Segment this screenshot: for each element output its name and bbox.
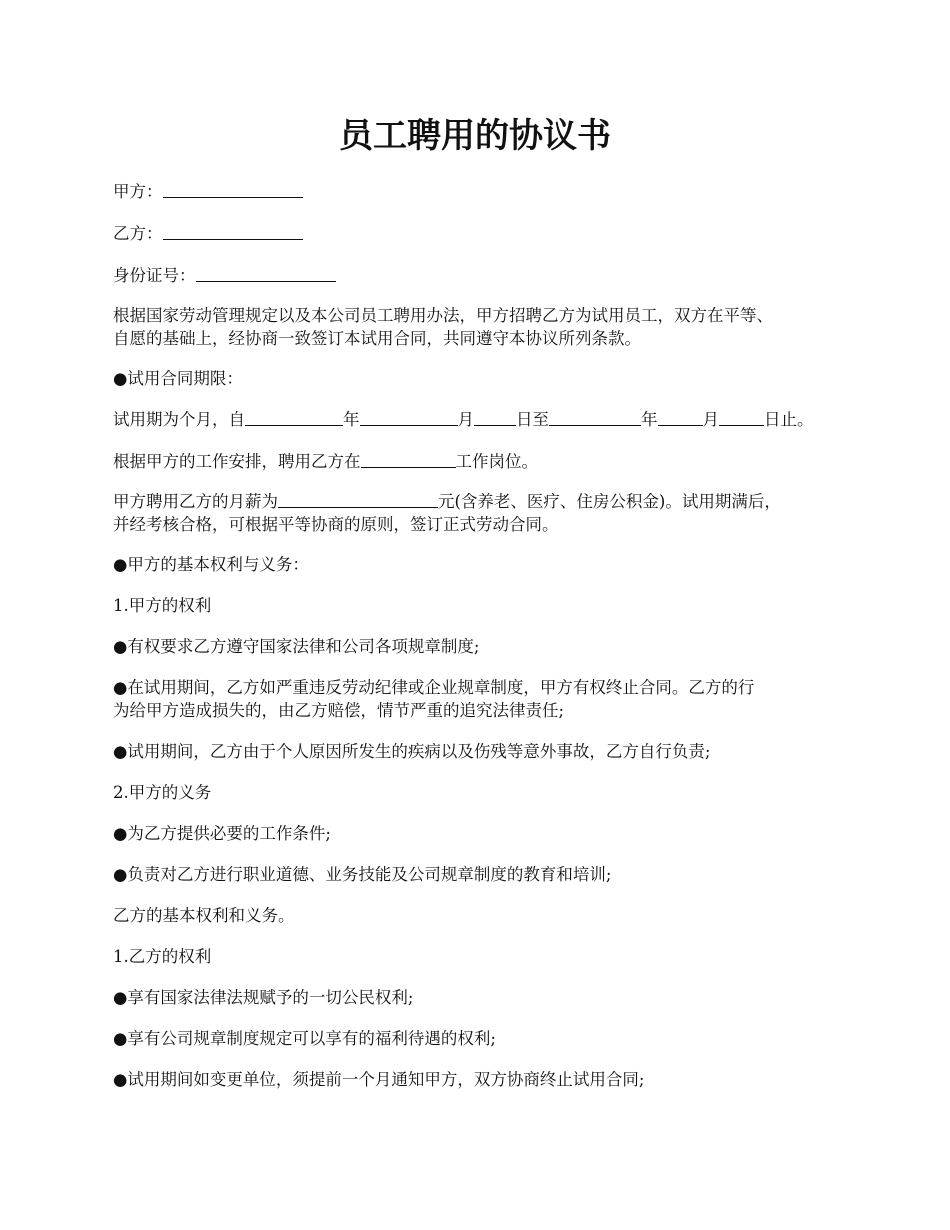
end-day-blank [719,409,764,426]
day-end-text: 日止。 [764,410,814,429]
job-post-line [113,450,873,473]
document-title: 员工聘用的协议书 [339,116,611,156]
id-number-line [113,264,873,287]
section-party-b: 乙方的基本权利和义务。 [113,906,295,925]
party-a-rights-title: 1.甲方的权利 [113,596,212,615]
party-a-line [113,180,873,203]
year-text: 年 [343,410,360,429]
year-text-2: 年 [641,410,658,429]
salary-text-before: 甲方聘用乙方的月薪为 [113,492,278,511]
party-b-label: 乙方： [113,224,163,243]
party-a-duties-title: 2.甲方的义务 [113,783,212,802]
post-text-before: 根据甲方的工作安排，聘用乙方在 [113,452,361,471]
day-to-text: 日至 [516,410,549,429]
post-blank [361,451,456,468]
party-a-blank [163,181,303,198]
party-b-rights-title: 1.乙方的权利 [113,947,212,966]
party-b-right-3: ●试用期间如变更单位，须提前一个月通知甲方，双方协商终止试用合同; [113,1070,645,1089]
start-day-blank [474,409,516,426]
party-a-right-2-line-2: 为给甲方造成损失的，由乙方赔偿，情节严重的追究法律责任; [113,701,565,720]
trial-term-dates [113,408,873,431]
party-b-line [113,222,873,245]
salary-line-2: 并经考核合格，可根据平等协商的原则，签订正式劳动合同。 [113,515,559,534]
start-month-blank [360,409,458,426]
month-text-2: 月 [702,410,719,429]
party-b-blank [163,223,303,240]
salary-line-1 [113,490,873,513]
month-text: 月 [457,410,474,429]
id-number-label: 身份证号： [113,266,196,285]
intro-line-2: 自愿的基础上，经协商一致签订本试用合同，共同遵守本协议所列条款。 [113,329,641,348]
end-month-blank [658,409,703,426]
salary-blank [278,491,438,508]
party-a-duty-1: ●为乙方提供必要的工作条件; [113,824,331,843]
end-year-blank [549,409,641,426]
party-a-right-3: ●试用期间，乙方由于个人原因所发生的疾病以及伤残等意外事故，乙方自行负责; [113,742,711,761]
post-text-after: 工作岗位。 [455,452,538,471]
section-trial-term: ●试用合同期限： [113,369,243,388]
start-year-blank [245,409,343,426]
trial-term-text: 试用期为个月，自 [113,410,245,429]
intro-line-1: 根据国家劳动管理规定以及本公司员工聘用办法，甲方招聘乙方为试用员工，双方在平等、 [113,306,773,325]
id-number-blank [196,265,336,282]
party-a-right-2-line-1: ●在试用期间，乙方如严重违反劳动纪律或企业规章制度，甲方有权终止合同。乙方的行 [113,678,755,697]
section-party-a: ●甲方的基本权利与义务： [113,555,309,574]
party-b-right-1: ●享有国家法律法规赋予的一切公民权利; [113,988,414,1007]
party-a-right-1: ●有权要求乙方遵守国家法律和公司各项规章制度; [113,637,480,656]
party-a-duty-2: ●负责对乙方进行职业道德、业务技能及公司规章制度的教育和培训; [113,865,612,884]
party-b-right-2: ●享有公司规章制度规定可以享有的福利待遇的权利; [113,1029,496,1048]
party-a-label: 甲方： [113,182,163,201]
salary-text-after: 元(含养老、医疗、住房公积金)。试用期满后， [438,492,781,511]
